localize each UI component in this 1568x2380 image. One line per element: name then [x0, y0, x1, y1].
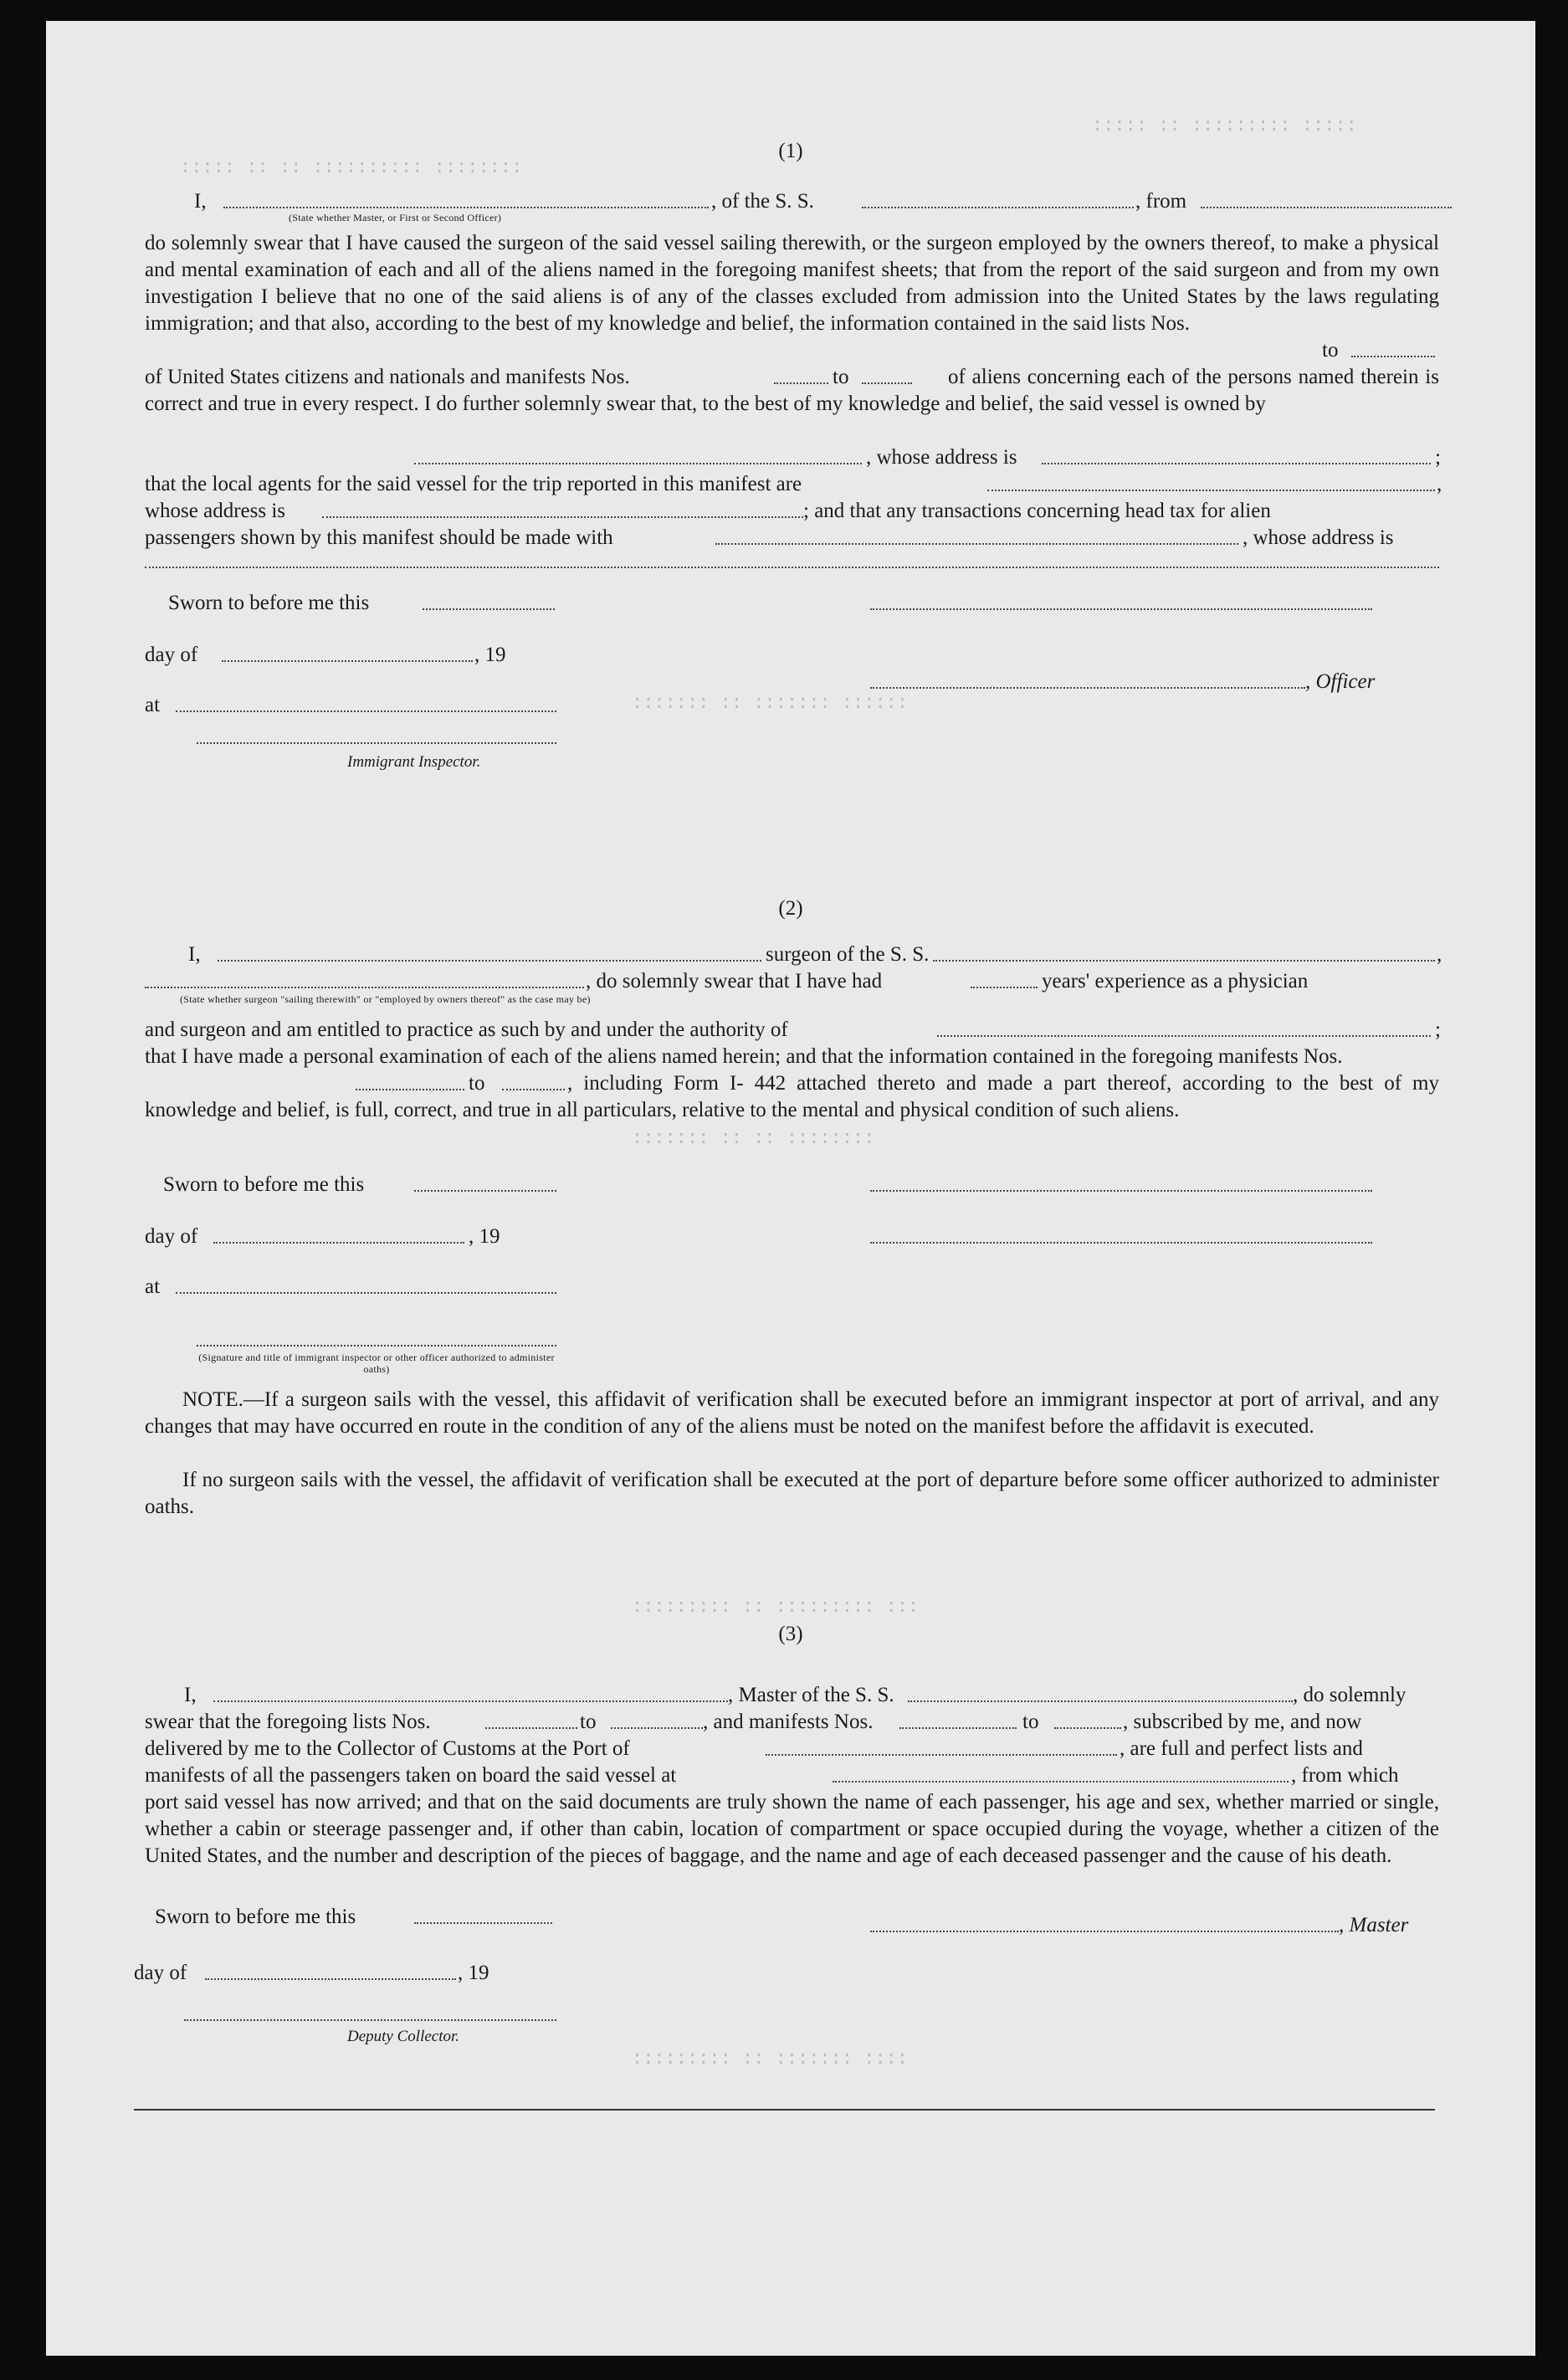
- at-field-2: [176, 1292, 556, 1294]
- at-field-1: [176, 710, 556, 712]
- year-label-1: , 19: [474, 644, 506, 666]
- to-label-2: to: [833, 366, 849, 388]
- examination-text: that I have made a personal examination of each of the aliens named herein; and that the information contained in the foregoing manifests Nos.: [145, 1045, 1343, 1068]
- signature-caption: (Signature and title of immigrant inspector or other officer authorized to administer oaths): [198, 1352, 555, 1375]
- years-label: years' experience as a physician: [1042, 970, 1309, 993]
- bleed-through-text: ::::::: :: ::::::: ::::::: [632, 693, 909, 714]
- surgeon-signature-line: [870, 1190, 1372, 1192]
- year-label-2: , 19: [469, 1225, 500, 1248]
- lists-text: swear that the foregoing lists Nos.: [145, 1711, 431, 1733]
- surgeon-title-line: [870, 1242, 1372, 1244]
- port-text: port said vessel has now arrived; and that on the said documents are truly shown the name of each passenger, his age and sex, whether married or single, whether a cabin or steerage passenger and, if other than cabin, location of compartment or space occupied during the voyage, whether a citizen of the United States, and the number and description of the pieces of baggage, and the name and age of each deceased passenger and the cause of his death.: [145, 1791, 1439, 1867]
- from-label: , from: [1135, 190, 1187, 213]
- surgeon-of-label: surgeon of the S. S.: [766, 943, 930, 966]
- sworn-label-1: Sworn to before me this: [168, 592, 370, 614]
- at-label-1: at: [145, 694, 161, 716]
- ship-name-field: [862, 207, 1134, 208]
- note2-paragraph: [145, 1467, 1439, 1521]
- passengers-text: passengers shown by this manifest should be made with: [145, 526, 613, 549]
- deputy-signature-line: [184, 2019, 556, 2021]
- surgeon-status-field: [145, 987, 584, 988]
- bleed-through-text: ::::: :: ::::::::: :::::: [1092, 115, 1357, 136]
- from-which-label: , from which: [1291, 1764, 1399, 1787]
- at-label-2: at: [145, 1275, 161, 1298]
- officer-label: , Officer: [1305, 670, 1376, 693]
- and-manifests-label: , and manifests Nos.: [703, 1711, 874, 1733]
- manifests-to-field-3: [1054, 1727, 1121, 1729]
- section-2-i: I,: [188, 943, 201, 966]
- section-1-number: (1): [778, 140, 803, 162]
- section-2-number: (2): [778, 897, 803, 920]
- master-of-label: , Master of the S. S.: [728, 1684, 894, 1706]
- sworn-label-3: Sworn to before me this: [155, 1906, 356, 1928]
- bleed-through-text: ::::::::: :: ::::::: ::::: [632, 2049, 909, 2070]
- sworn-label-2: Sworn to before me this: [163, 1173, 365, 1196]
- section-3-number: (3): [778, 1623, 803, 1645]
- day-of-field-1: [222, 660, 473, 662]
- lists-to-field: [1351, 356, 1435, 357]
- to-label-5: to: [1022, 1711, 1039, 1733]
- do-solemnly-label: , do solemnly: [1293, 1684, 1407, 1706]
- to-label: to: [1322, 339, 1339, 362]
- note-paragraph: [145, 1387, 1439, 1440]
- section-1-oath: [145, 230, 1439, 337]
- authority-text: and surgeon and am entitled to practice as such by and under the authority of: [145, 1018, 788, 1041]
- semicolon: ;: [1435, 446, 1441, 469]
- delivered-text: delivered by me to the Collector of Customs at the Port of: [145, 1737, 630, 1760]
- master-signature-line: [870, 1931, 1339, 1932]
- from-port-field: [1201, 207, 1452, 208]
- note-label: NOTE.: [182, 1388, 243, 1411]
- oath-text: do solemnly swear that I have caused the surgeon of the said vessel sailing therewith, or the surgeon employed by the owners thereof, to make a physical and mental examination of each and all of the aliens named in the foregoing manifest sheets; that from the report of the said surgeon and from my own investigation I believe that no one of the said aliens is of any of the classes excluded from admission into the United States by the laws regulating immigration; and that also, according to the best of my knowledge and belief, the information contained in the said lists Nos.: [145, 232, 1439, 335]
- manifests-text: manifests of all the passengers taken on board the said vessel at: [145, 1764, 677, 1787]
- are-full-label: , are full and perfect lists and: [1120, 1737, 1363, 1760]
- port-paragraph: [145, 1789, 1439, 1870]
- inspector-caption: Immigrant Inspector.: [347, 753, 481, 771]
- master-ship-field: [908, 1700, 1293, 1702]
- years-field: [971, 987, 1038, 988]
- sworn-date-field-2: [414, 1190, 556, 1192]
- day-of-label-3: day of: [134, 1962, 187, 1984]
- day-of-field-3: [205, 1978, 456, 1980]
- boarding-port-field: [833, 1781, 1289, 1782]
- master-label: , Master: [1339, 1914, 1409, 1936]
- bottom-rule: [134, 2109, 1435, 2111]
- bleed-through-text: ::::: :: :: :::::::::: ::::::::: [180, 157, 523, 178]
- of-ss-label: , of the S. S.: [711, 190, 814, 213]
- form-paragraph: [145, 1070, 1439, 1124]
- bleed-through-text: ::::::::: :: ::::::::: :::: [632, 1597, 920, 1618]
- citizens-text: of United States citizens and nationals and manifests Nos.: [145, 366, 630, 388]
- officer-name-field: [223, 207, 709, 208]
- inspector-signature-line-2: [197, 1345, 556, 1346]
- head-tax-address-field: [145, 567, 1439, 568]
- head-tax-agent-field: [715, 543, 1238, 545]
- comma: ,: [1437, 943, 1442, 966]
- officer-signature-line: [870, 608, 1372, 610]
- agents-text: that the local agents for the said vessel for the trip reported in this manifest are: [145, 473, 802, 495]
- manifests-from-field-3: [899, 1727, 1017, 1729]
- head-tax-text: ; and that any transactions concerning head tax for alien: [803, 500, 1271, 522]
- agents-address-field: [322, 516, 803, 518]
- sworn-date-field-1: [423, 608, 555, 610]
- surgeon-caption: (State whether surgeon "sailing therewith" or "employed by owners thereof" as the case may be): [180, 993, 591, 1005]
- comma: ,: [1437, 473, 1442, 495]
- to-label-4: to: [580, 1711, 597, 1733]
- lists-from-field: [485, 1727, 577, 1729]
- year-label-3: , 19: [458, 1962, 489, 1984]
- sworn-date-field-3: [414, 1922, 552, 1924]
- owner-address-field: [1042, 463, 1431, 464]
- aliens-paragraph: [145, 364, 1439, 418]
- bleed-through-text: ::::::: :: :: ::::::::: [632, 1128, 875, 1149]
- officer-title-line: [870, 687, 1305, 689]
- agents-field: [987, 490, 1435, 491]
- authority-field: [937, 1035, 1431, 1037]
- deputy-caption: Deputy Collector.: [347, 2028, 460, 2045]
- surgeon-name-field: [218, 960, 761, 962]
- note2-text: If no surgeon sails with the vessel, the affidavit of verification shall be executed at the port of departure before some officer authorized to administer oaths.: [145, 1469, 1439, 1518]
- examination-paragraph: [145, 1044, 1439, 1070]
- form-text: , including Form I- 442 attached thereto and made a part thereof, according to the best of my knowledge and belief, is full, correct, and true in all particulars, relative to the mental and physical condition of such aliens.: [145, 1072, 1439, 1121]
- aliens-text: of aliens concerning each of the persons named therein is correct and true in every respect. I do further solemnly swear that, to the best of my knowledge and belief, the said vessel is owned by: [145, 366, 1439, 415]
- to-label-3: to: [469, 1072, 485, 1095]
- section-1-i: I,: [194, 190, 207, 213]
- day-of-field-2: [213, 1242, 464, 1244]
- surgeon-ship-field: [933, 960, 1435, 962]
- officer-caption: (State whether Master, or First or Second Officer): [289, 212, 502, 223]
- swear-label: , do solemnly swear that I have had: [586, 970, 883, 993]
- agents-address-label: whose address is: [145, 500, 286, 522]
- owner-address-label: , whose address is: [866, 446, 1017, 469]
- section-3-i: I,: [184, 1684, 197, 1706]
- semicolon: ;: [1435, 1018, 1441, 1041]
- day-of-label-2: day of: [145, 1225, 198, 1248]
- subscribed-label: , subscribed by me, and now: [1123, 1711, 1362, 1733]
- note-text: —If a surgeon sails with the vessel, this affidavit of verification shall be executed before an immigrant inspector at port of arrival, and any changes that may have occurred en route in the condition of any of the aliens must be noted on the manifest before the affidavit is executed.: [145, 1388, 1439, 1438]
- head-tax-address-label: , whose address is: [1243, 526, 1394, 549]
- day-of-label-1: day of: [145, 644, 198, 666]
- port-field: [766, 1754, 1117, 1756]
- owner-field: [414, 463, 862, 464]
- master-name-field: [213, 1700, 728, 1702]
- inspector-signature-line: [197, 742, 556, 744]
- affidavit-page: [46, 21, 1535, 2356]
- lists-to-field-3: [611, 1727, 703, 1729]
